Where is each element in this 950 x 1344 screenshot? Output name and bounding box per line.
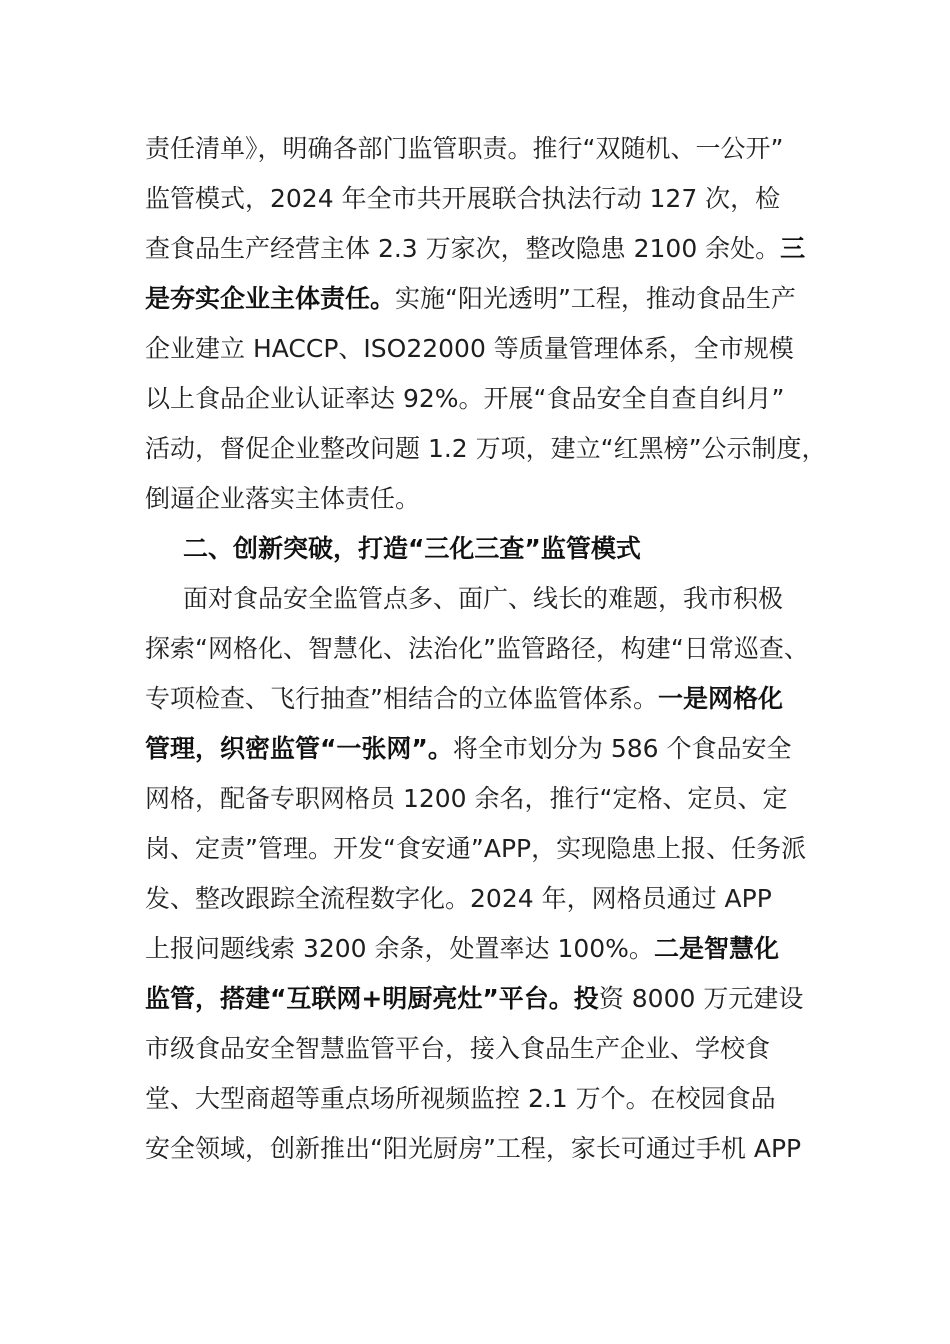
paragraph-line [145, 674, 835, 724]
bold-text: 二、创新突破，打造“三化三查”监管模式 [183, 534, 641, 563]
body-text: 查食品生产经营主体 2.3 万家次，整改隐患 2100 余处。 [145, 234, 781, 263]
body-text: 以上食品企业认证率达 92%。开展“食品安全自查自纠月” [145, 384, 785, 413]
body-text: 将全市划分为 586 个食品安全 [452, 734, 792, 763]
bold-text: 三 [780, 234, 806, 263]
body-text: 市级食品安全智慧监管平台，接入食品生产企业、学校食 [145, 1034, 771, 1063]
paragraph-line [145, 774, 835, 824]
bold-text: 二是智慧化 [653, 934, 779, 963]
bold-text: 监管，搭建“互联网+明厨亮灶”平台。投 [145, 984, 599, 1013]
paragraph-line [145, 824, 835, 874]
paragraph-line [145, 174, 835, 224]
body-text: 企业建立 HACCP、ISO22000 等质量管理体系，全市规模 [145, 334, 794, 363]
body-text: 面对食品安全监管点多、面广、线长的难题，我市积极 [183, 584, 784, 613]
paragraph-line [145, 874, 835, 924]
bold-text: 一是网格化 [657, 684, 783, 713]
paragraph-line [145, 374, 835, 424]
paragraph-line [145, 974, 835, 1024]
paragraph-line [145, 424, 835, 474]
body-text: 堂、大型商超等重点场所视频监控 2.1 万个。在校园食品 [145, 1084, 776, 1113]
paragraph-line [145, 474, 835, 524]
paragraph-line [145, 1024, 835, 1074]
body-text: 责任清单》，明确各部门监管职责。推行“双随机、一公开” [145, 134, 784, 163]
paragraph-line [145, 274, 835, 324]
paragraph-line [145, 1124, 835, 1174]
body-text: 发、整改跟踪全流程数字化。2024 年，网格员通过 APP [145, 884, 772, 913]
body-text: 安全领域，创新推出“阳光厨房”工程，家长可通过手机 APP [145, 1134, 802, 1163]
body-text: 岗、定责”管理。开发“食安通”APP，实现隐患上报、任务派 [145, 834, 807, 863]
body-text: 实施“阳光透明”工程，推动食品生产 [395, 284, 796, 313]
body-text: 专项检查、飞行抽查”相结合的立体监管体系。 [145, 684, 658, 713]
document-body [145, 124, 835, 1174]
paragraph-line [145, 574, 835, 624]
body-text: 监管模式，2024 年全市共开展联合执法行动 127 次，检 [145, 184, 781, 213]
paragraph-line [145, 124, 835, 174]
body-text: 网格，配备专职网格员 1200 余名，推行“定格、定员、定 [145, 784, 788, 813]
paragraph-line [145, 324, 835, 374]
section-heading [145, 524, 835, 574]
body-text: 探索“网格化、智慧化、法治化”监管路径，构建“日常巡查、 [145, 634, 809, 663]
paragraph-line [145, 924, 835, 974]
bold-text: 管理，织密监管“一张网”。 [145, 734, 453, 763]
body-text: 资 8000 万元建设 [598, 984, 804, 1013]
body-text: 活动，督促企业整改问题 1.2 万项，建立“红黑榜”公示制度， [145, 434, 827, 463]
paragraph-line [145, 224, 835, 274]
paragraph-line [145, 724, 835, 774]
paragraph-line [145, 1074, 835, 1124]
body-text: 上报问题线索 3200 余条，处置率达 100%。 [145, 934, 654, 963]
bold-text: 是夯实企业主体责任。 [145, 284, 396, 313]
body-text: 倒逼企业落实主体责任。 [145, 484, 421, 513]
paragraph-line [145, 624, 835, 674]
